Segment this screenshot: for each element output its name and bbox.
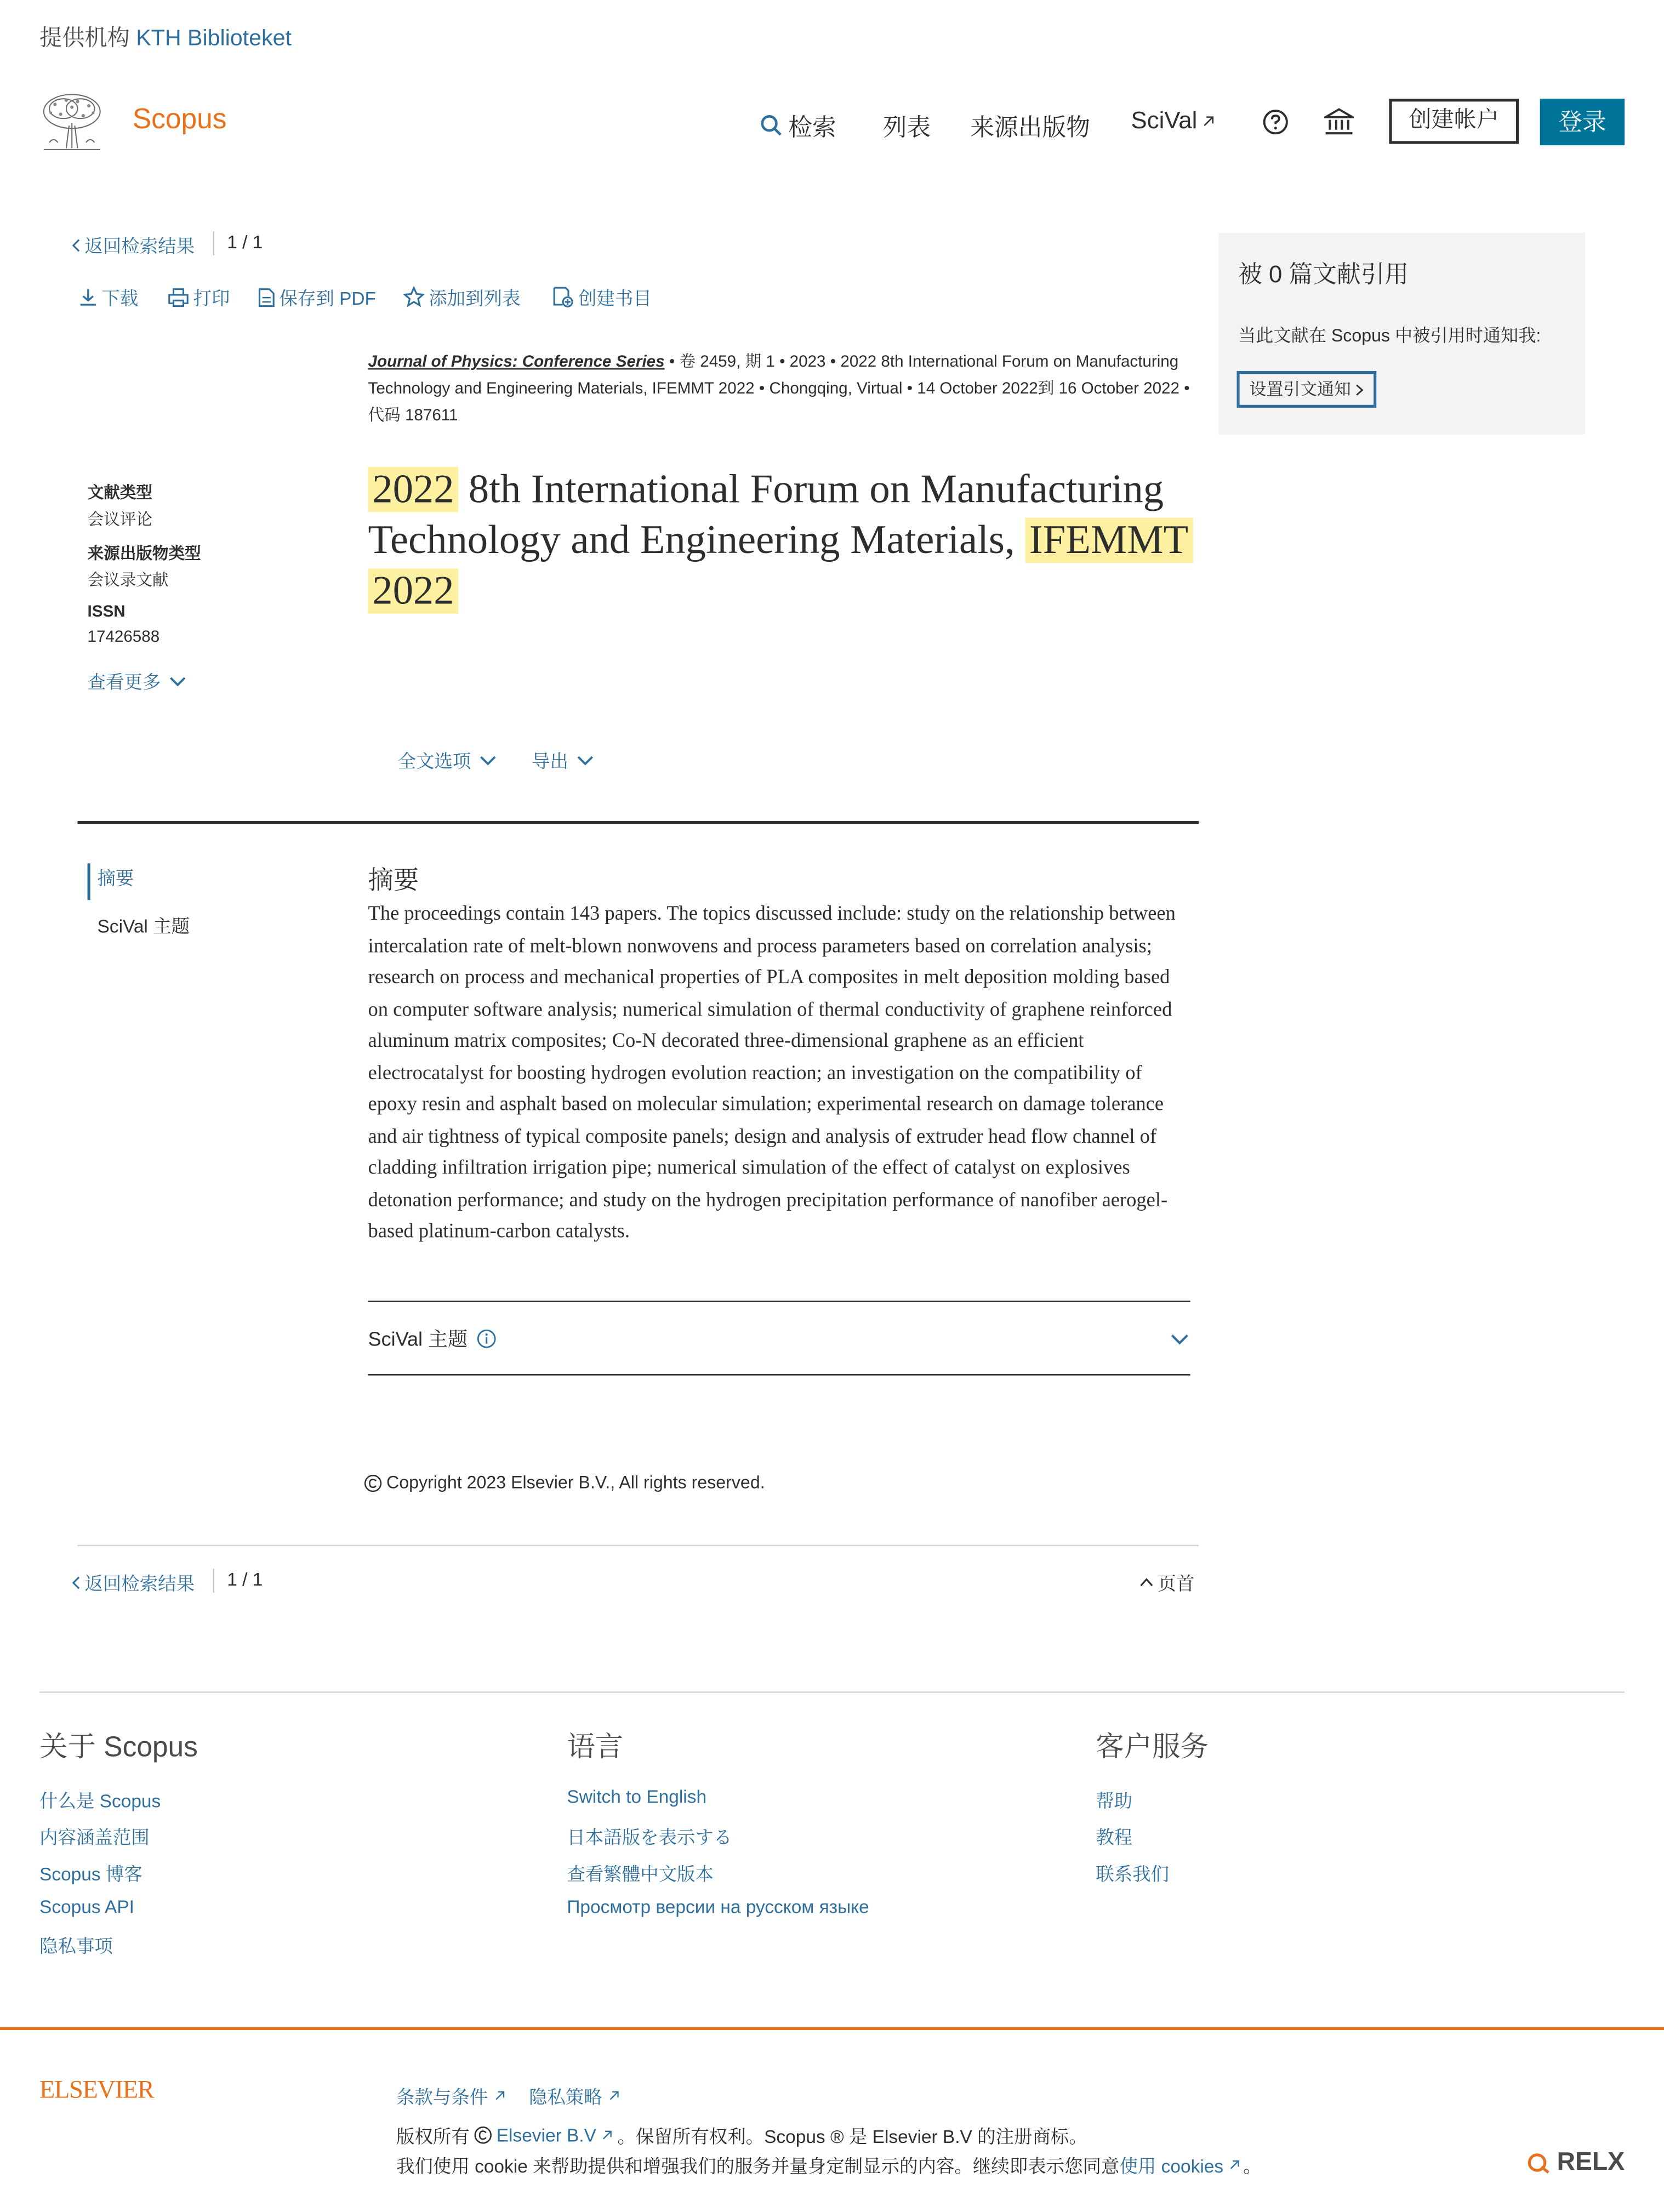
nav-scival-label: SciVal xyxy=(1131,107,1198,134)
create-bibliography-label: 创建书目 xyxy=(578,288,652,309)
toolbar-divider xyxy=(213,231,215,255)
download-label: 下载 xyxy=(101,288,139,309)
back-to-results-link-bottom[interactable] xyxy=(71,1569,195,1595)
copyright xyxy=(364,1473,765,1492)
nav-scival[interactable] xyxy=(1131,107,1216,135)
create-account-button[interactable]: 创建帐户 xyxy=(1389,99,1519,144)
footer-link-english[interactable]: Switch to English xyxy=(567,1786,707,1808)
set-citation-alert-button[interactable] xyxy=(1237,371,1377,408)
footer-orange-rule xyxy=(0,2027,1664,2030)
info-icon[interactable] xyxy=(476,1329,496,1349)
title-highlight-year: 2022 xyxy=(368,467,459,512)
document-title xyxy=(368,464,1200,617)
cookie-text-end: 。 xyxy=(1243,2156,1262,2177)
conference-name: 2022 8th International Forum on Manufacturing Technology and Engineering Materials, IFEMMT 2022 xyxy=(368,354,1179,398)
footer-link-blog[interactable]: Scopus 博客 xyxy=(39,1863,143,1885)
footer-link-traditional-chinese[interactable]: 查看繁體中文版本 xyxy=(567,1863,714,1885)
see-more-button[interactable] xyxy=(88,668,186,694)
back-to-results-label: 返回检索结果 xyxy=(84,1573,195,1594)
elsevier-bv-link[interactable]: Elsevier B.V xyxy=(496,2124,596,2146)
doc-type-value: 会议评论 xyxy=(87,512,152,529)
scopus-brand[interactable]: Scopus xyxy=(132,104,227,136)
source-type-label: 来源出版物类型 xyxy=(87,546,201,563)
footer-link-japanese[interactable]: 日本語版を表示する xyxy=(567,1827,732,1848)
footer-divider xyxy=(39,1691,1625,1693)
side-nav-scival-topics[interactable]: SciVal 主题 xyxy=(97,915,190,937)
nav-search-label: 检索 xyxy=(788,114,836,141)
help-icon[interactable] xyxy=(1262,109,1289,135)
download-icon xyxy=(79,288,97,306)
footer-link-what-is-scopus[interactable]: 什么是 Scopus xyxy=(39,1790,161,1812)
title-text: 8th International Forum on Manufacturing Technology and Engineering Materials, xyxy=(368,466,1164,563)
pager: 1 / 1 xyxy=(227,231,263,253)
external-link-icon xyxy=(494,2089,506,2102)
footer-language-heading: 语言 xyxy=(567,1732,624,1764)
nav-sources[interactable]: 来源出版物 xyxy=(970,114,1090,141)
footer-service-heading: 客户服务 xyxy=(1096,1732,1209,1764)
conference-code: 代码 187611 xyxy=(368,407,458,425)
download-button[interactable] xyxy=(79,283,138,310)
print-button[interactable] xyxy=(168,283,230,310)
print-label: 打印 xyxy=(193,288,230,309)
doc-type-label: 文献类型 xyxy=(87,485,152,503)
pdf-icon xyxy=(258,287,275,307)
search-icon xyxy=(760,113,783,136)
nav-lists[interactable]: 列表 xyxy=(882,114,931,141)
external-link-icon xyxy=(601,2129,613,2141)
chevron-left-icon xyxy=(71,238,82,252)
scival-topics-label: SciVal 主题 xyxy=(368,1327,468,1350)
external-link-icon xyxy=(1201,114,1216,128)
footer-cookie-notice xyxy=(396,2151,1262,2178)
rights-suffix: 。保留所有权利。Scopus ® 是 Elsevier B.V 的注册商标。 xyxy=(617,2126,1087,2147)
chevron-right-icon xyxy=(1355,383,1364,396)
chevron-down-icon xyxy=(577,754,594,766)
save-pdf-button[interactable] xyxy=(258,283,376,310)
copyright-text: Copyright 2023 Elsevier B.V., All rights reserved. xyxy=(386,1473,765,1493)
citation-alert-text: 当此文献在 Scopus 中被引用时通知我: xyxy=(1238,326,1541,346)
cited-by-count: 被 0 篇文献引用 xyxy=(1238,261,1409,288)
external-link-icon xyxy=(1228,2158,1240,2171)
section-divider xyxy=(78,821,1199,824)
pub-year: 2023 xyxy=(789,354,826,371)
conference-location: Chongqing, Virtual xyxy=(769,380,903,398)
toolbar-divider xyxy=(213,1569,215,1593)
footer-rights xyxy=(396,2122,1087,2148)
footer-link-privacy-matters[interactable]: 隐私事项 xyxy=(39,1935,113,1957)
nav-search[interactable] xyxy=(760,107,836,142)
relx-mark-icon xyxy=(1528,2151,1553,2173)
back-to-top-label: 页首 xyxy=(1158,1573,1195,1594)
journal-name-link[interactable]: Journal of Physics: Conference Series xyxy=(368,354,665,371)
bibliography-icon xyxy=(553,287,574,308)
footer-link-contact-us[interactable]: 联系我们 xyxy=(1096,1863,1170,1885)
pager-bottom: 1 / 1 xyxy=(227,1569,263,1590)
source-info: Journal of Physics: Conference Series • 卷 2459, 期 1 • 2023 • 2022 8th International Forum on Manufacturing Technology and Engineering Materials, IFEMMT 2022 • Chongqing, Virtual • 14 October 2022到 16 October 2022 • 代码 187611 xyxy=(368,354,1190,425)
external-link-icon xyxy=(608,2089,620,2102)
scival-divider-bottom xyxy=(368,1374,1190,1376)
institution-prefix: 提供机构 xyxy=(39,26,130,51)
add-to-list-label: 添加到列表 xyxy=(429,288,521,309)
bottom-divider xyxy=(78,1545,1199,1547)
footer-about-heading: 关于 Scopus xyxy=(39,1732,198,1764)
institution-line xyxy=(39,20,292,52)
volume-issue: 卷 2459, 期 1 xyxy=(679,354,775,371)
cookies-link[interactable]: 使用 cookies xyxy=(1119,2156,1224,2177)
scival-expand-chevron-icon[interactable] xyxy=(1171,1333,1189,1346)
copyright-icon xyxy=(474,2126,492,2144)
footer-link-tutorials[interactable]: 教程 xyxy=(1096,1827,1133,1848)
title-highlight-year-2: 2022 xyxy=(368,568,459,613)
relx-logo[interactable] xyxy=(1528,2147,1625,2177)
full-text-options-label: 全文选项 xyxy=(397,750,471,772)
chevron-left-icon xyxy=(71,1575,82,1589)
scival-topics-toggle[interactable] xyxy=(368,1325,496,1353)
star-icon xyxy=(403,287,425,308)
footer-link-content-coverage[interactable]: 内容涵盖范围 xyxy=(39,1827,150,1848)
scival-divider-top xyxy=(368,1301,1190,1302)
side-nav-abstract[interactable]: 摘要 xyxy=(88,863,134,900)
footer-link-russian[interactable]: Просмотр версии на русском языке xyxy=(567,1896,869,1918)
export-button[interactable] xyxy=(532,746,594,773)
footer-legal-links xyxy=(396,2082,620,2109)
full-text-options-button[interactable] xyxy=(398,746,497,773)
relx-text: RELX xyxy=(1557,2147,1625,2176)
institution-name[interactable]: KTH Biblioteket xyxy=(136,26,292,51)
export-label: 导出 xyxy=(532,750,568,772)
back-to-results-label: 返回检索结果 xyxy=(84,235,195,257)
elsevier-tree-logo[interactable] xyxy=(38,92,106,153)
copyright-icon xyxy=(364,1474,382,1492)
institution-icon[interactable] xyxy=(1324,107,1354,135)
back-to-top-link[interactable] xyxy=(1139,1569,1194,1595)
add-to-list-button[interactable] xyxy=(403,283,521,310)
issn-value: 17426588 xyxy=(87,629,160,646)
set-citation-alert-label: 设置引文通知 xyxy=(1249,379,1351,400)
create-bibliography-button[interactable] xyxy=(553,283,652,310)
chevron-up-icon xyxy=(1139,1577,1154,1587)
login-button[interactable]: 登录 xyxy=(1540,99,1625,145)
see-more-label: 查看更多 xyxy=(87,671,161,693)
conference-dates: 14 October 2022到 16 October 2022 xyxy=(917,380,1179,398)
cookie-text: 我们使用 cookie 来帮助提供和增强我们的服务并量身定制显示的内容。继续即表示您同意 xyxy=(396,2156,1120,2177)
footer-link-api[interactable]: Scopus API xyxy=(39,1896,134,1918)
abstract-text: The proceedings contain 143 papers. The topics discussed include: study on the relationship between intercalation rate of melt-blown nonwovens and process parameters based on correlation analysis; research on process and mechanical properties of PLA composites in melt deposition molding based on computer software analysis; numerical simulation of thermal conductivity of graphene reinforced aluminum matrix composites; Co-N decorated three-dimensional graphene as an efficient electrocatalyst for boosting hydrogen evolution reaction; an investigation on the compatibility of epoxy resin and asphalt based on molecular simulation; experimental research on damage tolerance and air tightness of typical composite panels; design and analysis of extruder head flow channel of cladding infiltration irrigation pipe; numerical simulation of the effect of catalyst on explosives detonation performance; and study on the hydrogen precipitation performance of nanofiber aerogel-based platinum-carbon catalysts. xyxy=(368,903,1176,1243)
terms-link[interactable]: 条款与条件 xyxy=(396,2086,488,2108)
privacy-policy-link[interactable]: 隐私策略 xyxy=(528,2086,602,2108)
back-to-results-link[interactable] xyxy=(71,231,195,258)
rights-prefix: 版权所有 xyxy=(396,2126,470,2147)
abstract-heading: 摘要 xyxy=(368,866,419,894)
printer-icon xyxy=(168,287,189,307)
elsevier-logo[interactable]: ELSEVIER xyxy=(39,2075,154,2103)
footer-link-help[interactable]: 帮助 xyxy=(1096,1790,1133,1812)
issn-label: ISSN xyxy=(87,603,126,621)
title-highlight-acronym: IFEMMT xyxy=(1025,518,1193,563)
source-type-value: 会议录文献 xyxy=(87,573,169,590)
chevron-down-icon xyxy=(169,675,186,687)
chevron-down-icon xyxy=(480,754,497,766)
save-pdf-label: 保存到 PDF xyxy=(279,288,377,309)
